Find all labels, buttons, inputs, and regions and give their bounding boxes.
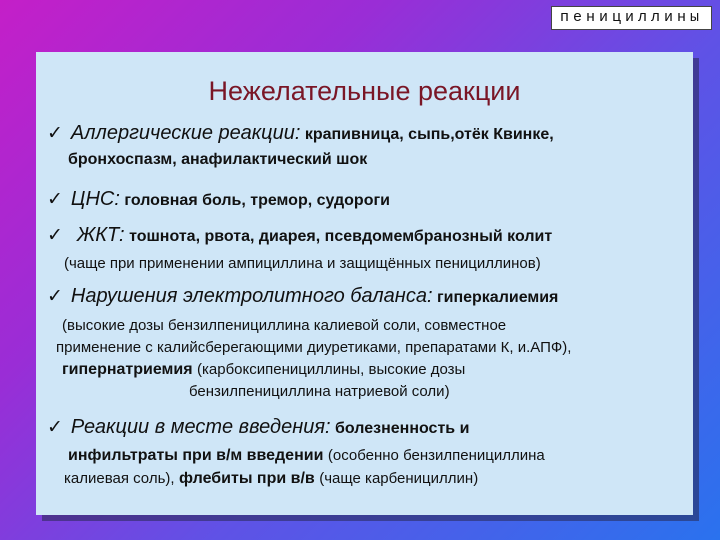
bullet-heading: Нарушения электролитного баланса: <box>70 285 433 307</box>
bullet-text: бензилпенициллина натриевой соли) <box>189 383 450 400</box>
checkmark-icon: ✓ <box>47 224 63 246</box>
bullet-text: (особенно бензилпенициллина <box>327 447 545 464</box>
content-panel <box>36 52 693 515</box>
bullet-continuation <box>68 151 367 169</box>
bullet-text: (карбоксипенициллины, высокие дозы <box>197 361 466 378</box>
bullet-continuation <box>56 339 571 357</box>
bullet-heading: Аллергические реакции: <box>70 122 301 144</box>
checkmark-icon: ✓ <box>47 416 63 438</box>
slide-title: Нежелательные реакции <box>208 76 521 106</box>
bullet-text: гипернатриемия <box>62 361 193 378</box>
checkmark-icon: ✓ <box>47 122 63 144</box>
bullet-continuation <box>68 447 545 465</box>
bullet-continuation <box>64 255 541 273</box>
bullet-electrolyte <box>47 285 558 308</box>
bullet-text: бронхоспазм, анафилактический шок <box>68 151 368 168</box>
bullet-text: (чаще карбенициллин) <box>319 470 479 487</box>
bullet-text: гиперкалиемия <box>436 289 559 306</box>
bullet-text: калиевая соль), <box>64 470 175 487</box>
bullet-text: тошнота, рвота, диарея, псевдомембранозный колит <box>129 228 553 245</box>
bullet-heading: ЖКТ: <box>76 224 125 246</box>
bullet-text: болезненность и <box>335 420 470 437</box>
bullet-text: головная боль, тремор, судороги <box>124 192 390 209</box>
bullet-allergic <box>47 122 554 145</box>
bullet-text: флебиты при в/в <box>179 470 315 487</box>
checkmark-icon: ✓ <box>47 285 63 307</box>
bullet-injection-site <box>47 416 469 439</box>
bullet-text: (высокие дозы бензилпенициллина калиевой соли, совместное <box>62 317 507 334</box>
bullet-cns <box>47 188 390 211</box>
bullet-text: инфильтраты при в/м введении <box>68 447 324 464</box>
bullet-text: крапивница, сыпь,отёк Квинке, <box>304 126 554 143</box>
section-tag: пенициллины <box>551 6 712 30</box>
bullet-continuation <box>62 361 465 379</box>
bullet-continuation <box>62 317 506 335</box>
bullet-heading: Реакции в месте введения: <box>70 416 331 438</box>
bullet-gi <box>47 224 552 247</box>
bullet-continuation <box>64 470 478 488</box>
checkmark-icon: ✓ <box>47 188 63 210</box>
bullet-continuation <box>189 383 450 401</box>
bullet-text: применение с калийсберегающими диуретиками, препаратами К, и.АПФ), <box>56 339 572 356</box>
bullet-heading: ЦНС: <box>70 188 120 210</box>
bullet-text: (чаще при применении ампициллина и защищённых пенициллинов) <box>64 255 541 272</box>
